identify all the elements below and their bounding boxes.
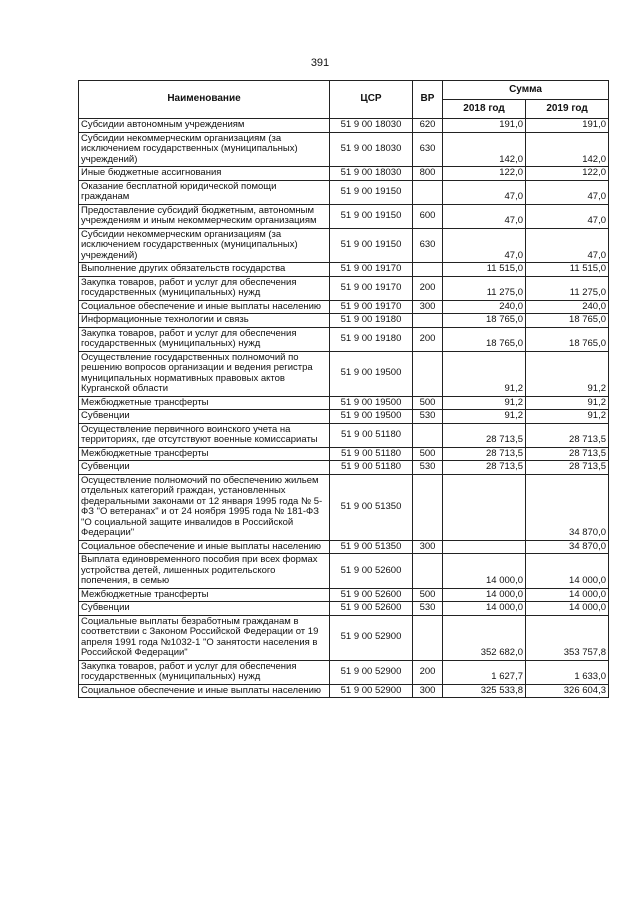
table-row — [79, 167, 609, 181]
table-row — [79, 180, 609, 204]
header-vr: ВР — [413, 81, 443, 119]
row-csr-cell: 51 9 00 51180 — [330, 461, 413, 475]
row-sum-2018-cell: 14 000,0 — [443, 602, 526, 616]
table-row — [79, 423, 609, 447]
row-csr-cell: 51 9 00 52900 — [330, 615, 413, 660]
row-sum-2019-cell: 14 000,0 — [526, 554, 609, 589]
row-csr-cell: 51 9 00 51350 — [330, 540, 413, 554]
table-row — [79, 554, 609, 589]
row-csr-cell: 51 9 00 19150 — [330, 228, 413, 263]
row-vr-cell — [413, 314, 443, 328]
table-row — [79, 410, 609, 424]
row-sum-2019-cell: 11 275,0 — [526, 276, 609, 300]
row-sum-2018-cell: 14 000,0 — [443, 588, 526, 602]
row-csr-cell: 51 9 00 18030 — [330, 119, 413, 133]
table-row — [79, 132, 609, 167]
row-csr-cell: 51 9 00 52600 — [330, 554, 413, 589]
row-sum-2019-cell: 47,0 — [526, 180, 609, 204]
row-sum-2018-cell: 28 713,5 — [443, 461, 526, 475]
row-sum-2019-cell: 47,0 — [526, 204, 609, 228]
row-sum-2018-cell — [443, 474, 526, 540]
row-vr-cell: 600 — [413, 204, 443, 228]
row-sum-2018-cell: 28 713,5 — [443, 423, 526, 447]
row-name-cell: Субсидии некоммерческим организациям (за исключением государственных (муниципальных) учреждений) — [79, 132, 330, 167]
row-csr-cell: 51 9 00 19170 — [330, 300, 413, 314]
row-sum-2019-cell: 91,2 — [526, 396, 609, 410]
row-name-cell: Предоставление субсидий бюджетным, автономным учреждениям и иным некоммерческим организациям — [79, 204, 330, 228]
table-row — [79, 228, 609, 263]
row-csr-cell: 51 9 00 52600 — [330, 588, 413, 602]
row-name-cell: Закупка товаров, работ и услуг для обеспечения государственных (муниципальных) нужд — [79, 276, 330, 300]
row-sum-2019-cell: 1 633,0 — [526, 660, 609, 684]
table-row — [79, 119, 609, 133]
row-name-cell: Выплата единовременного пособия при всех формах устройства детей, лишенных родительского попечения, в семью — [79, 554, 330, 589]
row-sum-2018-cell: 18 765,0 — [443, 327, 526, 351]
row-sum-2019-cell: 28 713,5 — [526, 461, 609, 475]
row-sum-2018-cell: 47,0 — [443, 180, 526, 204]
row-sum-2018-cell — [443, 540, 526, 554]
row-name-cell: Осуществление государственных полномочий по решению вопросов организации и ведения регистра муниципальных нормативных правовых актов Курганской области — [79, 351, 330, 396]
table-row — [79, 300, 609, 314]
row-sum-2019-cell: 34 870,0 — [526, 540, 609, 554]
row-name-cell: Субвенции — [79, 602, 330, 616]
row-csr-cell: 51 9 00 52600 — [330, 602, 413, 616]
row-vr-cell: 300 — [413, 300, 443, 314]
row-csr-cell: 51 9 00 52900 — [330, 684, 413, 698]
header-name: Наименование — [79, 81, 330, 119]
table-row — [79, 588, 609, 602]
row-name-cell: Осуществление полномочий по обеспечению жильем отдельных категорий граждан, установленных федеральными законами от 12 января 1995 года № 5-ФЗ "О ветеранах" и от 24 ноября 1995 года № 181-ФЗ "О социальной защите инвалидов в Российской Федерации" — [79, 474, 330, 540]
row-vr-cell: 200 — [413, 327, 443, 351]
row-vr-cell: 620 — [413, 119, 443, 133]
row-vr-cell: 530 — [413, 410, 443, 424]
row-sum-2018-cell: 47,0 — [443, 204, 526, 228]
row-vr-cell: 500 — [413, 588, 443, 602]
row-sum-2018-cell: 91,2 — [443, 396, 526, 410]
row-vr-cell — [413, 554, 443, 589]
table-row — [79, 314, 609, 328]
row-vr-cell — [413, 615, 443, 660]
row-sum-2019-cell: 11 515,0 — [526, 263, 609, 277]
row-sum-2018-cell: 14 000,0 — [443, 554, 526, 589]
row-sum-2018-cell: 91,2 — [443, 351, 526, 396]
row-sum-2019-cell: 326 604,3 — [526, 684, 609, 698]
header-year-2018: 2018 год — [443, 100, 526, 119]
row-sum-2018-cell: 28 713,5 — [443, 447, 526, 461]
row-name-cell: Информационные технологии и связь — [79, 314, 330, 328]
table-row — [79, 327, 609, 351]
row-vr-cell: 300 — [413, 684, 443, 698]
row-csr-cell: 51 9 00 18030 — [330, 167, 413, 181]
row-name-cell: Осуществление первичного воинского учета на территориях, где отсутствуют военные комиссариаты — [79, 423, 330, 447]
row-vr-cell: 300 — [413, 540, 443, 554]
row-sum-2018-cell: 142,0 — [443, 132, 526, 167]
row-csr-cell: 51 9 00 19500 — [330, 351, 413, 396]
row-vr-cell: 200 — [413, 660, 443, 684]
table-row — [79, 615, 609, 660]
row-sum-2018-cell: 325 533,8 — [443, 684, 526, 698]
row-name-cell: Выполнение других обязательств государства — [79, 263, 330, 277]
row-csr-cell: 51 9 00 19180 — [330, 327, 413, 351]
header-sum: Сумма — [443, 81, 609, 100]
row-name-cell: Социальные выплаты безработным гражданам в соответствии с Законом Российской Федерации от 19 апреля 1991 года №1032-1 "О занятости населения в Российской Федерации" — [79, 615, 330, 660]
row-name-cell: Межбюджетные трансферты — [79, 396, 330, 410]
row-sum-2018-cell: 11 515,0 — [443, 263, 526, 277]
table-row — [79, 660, 609, 684]
row-name-cell: Субвенции — [79, 461, 330, 475]
table-row — [79, 276, 609, 300]
row-csr-cell: 51 9 00 51180 — [330, 447, 413, 461]
row-vr-cell: 630 — [413, 132, 443, 167]
header-csr: ЦСР — [330, 81, 413, 119]
row-name-cell: Социальное обеспечение и иные выплаты населению — [79, 540, 330, 554]
row-csr-cell: 51 9 00 52900 — [330, 660, 413, 684]
page-number: 391 — [310, 57, 330, 69]
row-name-cell: Межбюджетные трансферты — [79, 447, 330, 461]
table-row — [79, 204, 609, 228]
row-sum-2019-cell: 191,0 — [526, 119, 609, 133]
row-name-cell: Межбюджетные трансферты — [79, 588, 330, 602]
table-row — [79, 684, 609, 698]
row-vr-cell — [413, 351, 443, 396]
row-name-cell: Субсидии некоммерческим организациям (за исключением государственных (муниципальных) учреждений) — [79, 228, 330, 263]
row-sum-2019-cell: 353 757,8 — [526, 615, 609, 660]
table-row — [79, 396, 609, 410]
row-csr-cell: 51 9 00 51350 — [330, 474, 413, 540]
row-sum-2019-cell: 28 713,5 — [526, 423, 609, 447]
row-sum-2018-cell: 122,0 — [443, 167, 526, 181]
row-vr-cell: 530 — [413, 461, 443, 475]
header-year-2019: 2019 год — [526, 100, 609, 119]
table-body — [79, 119, 609, 698]
row-sum-2019-cell: 34 870,0 — [526, 474, 609, 540]
row-sum-2018-cell: 191,0 — [443, 119, 526, 133]
table-row — [79, 461, 609, 475]
row-csr-cell: 51 9 00 19500 — [330, 410, 413, 424]
row-vr-cell — [413, 263, 443, 277]
row-sum-2018-cell: 240,0 — [443, 300, 526, 314]
row-sum-2018-cell: 18 765,0 — [443, 314, 526, 328]
row-sum-2019-cell: 18 765,0 — [526, 327, 609, 351]
table-row — [79, 351, 609, 396]
row-sum-2018-cell: 91,2 — [443, 410, 526, 424]
row-csr-cell: 51 9 00 19150 — [330, 180, 413, 204]
row-sum-2019-cell: 47,0 — [526, 228, 609, 263]
row-name-cell: Субвенции — [79, 410, 330, 424]
row-sum-2019-cell: 14 000,0 — [526, 588, 609, 602]
row-sum-2019-cell: 18 765,0 — [526, 314, 609, 328]
row-csr-cell: 51 9 00 19170 — [330, 263, 413, 277]
row-vr-cell: 530 — [413, 602, 443, 616]
row-sum-2018-cell: 1 627,7 — [443, 660, 526, 684]
table-row — [79, 263, 609, 277]
table-row — [79, 540, 609, 554]
row-vr-cell: 800 — [413, 167, 443, 181]
row-sum-2019-cell: 28 713,5 — [526, 447, 609, 461]
row-sum-2019-cell: 142,0 — [526, 132, 609, 167]
row-name-cell: Иные бюджетные ассигнования — [79, 167, 330, 181]
row-name-cell: Закупка товаров, работ и услуг для обеспечения государственных (муниципальных) нужд — [79, 660, 330, 684]
row-csr-cell: 51 9 00 19500 — [330, 396, 413, 410]
row-vr-cell — [413, 423, 443, 447]
row-sum-2019-cell: 91,2 — [526, 410, 609, 424]
row-sum-2019-cell: 14 000,0 — [526, 602, 609, 616]
row-csr-cell: 51 9 00 19170 — [330, 276, 413, 300]
budget-table — [78, 80, 609, 698]
table-row — [79, 602, 609, 616]
table-row — [79, 447, 609, 461]
row-vr-cell: 500 — [413, 447, 443, 461]
row-vr-cell — [413, 180, 443, 204]
row-csr-cell: 51 9 00 51180 — [330, 423, 413, 447]
row-name-cell: Оказание бесплатной юридической помощи гражданам — [79, 180, 330, 204]
row-sum-2019-cell: 240,0 — [526, 300, 609, 314]
table-row — [79, 474, 609, 540]
row-name-cell: Социальное обеспечение и иные выплаты населению — [79, 684, 330, 698]
row-vr-cell: 630 — [413, 228, 443, 263]
row-sum-2018-cell: 352 682,0 — [443, 615, 526, 660]
row-sum-2018-cell: 11 275,0 — [443, 276, 526, 300]
row-vr-cell: 500 — [413, 396, 443, 410]
row-csr-cell: 51 9 00 19150 — [330, 204, 413, 228]
row-csr-cell: 51 9 00 19180 — [330, 314, 413, 328]
row-sum-2019-cell: 91,2 — [526, 351, 609, 396]
row-vr-cell — [413, 474, 443, 540]
row-name-cell: Закупка товаров, работ и услуг для обеспечения государственных (муниципальных) нужд — [79, 327, 330, 351]
row-name-cell: Социальное обеспечение и иные выплаты населению — [79, 300, 330, 314]
row-vr-cell: 200 — [413, 276, 443, 300]
row-csr-cell: 51 9 00 18030 — [330, 132, 413, 167]
row-sum-2019-cell: 122,0 — [526, 167, 609, 181]
row-name-cell: Субсидии автономным учреждениям — [79, 119, 330, 133]
row-sum-2018-cell: 47,0 — [443, 228, 526, 263]
